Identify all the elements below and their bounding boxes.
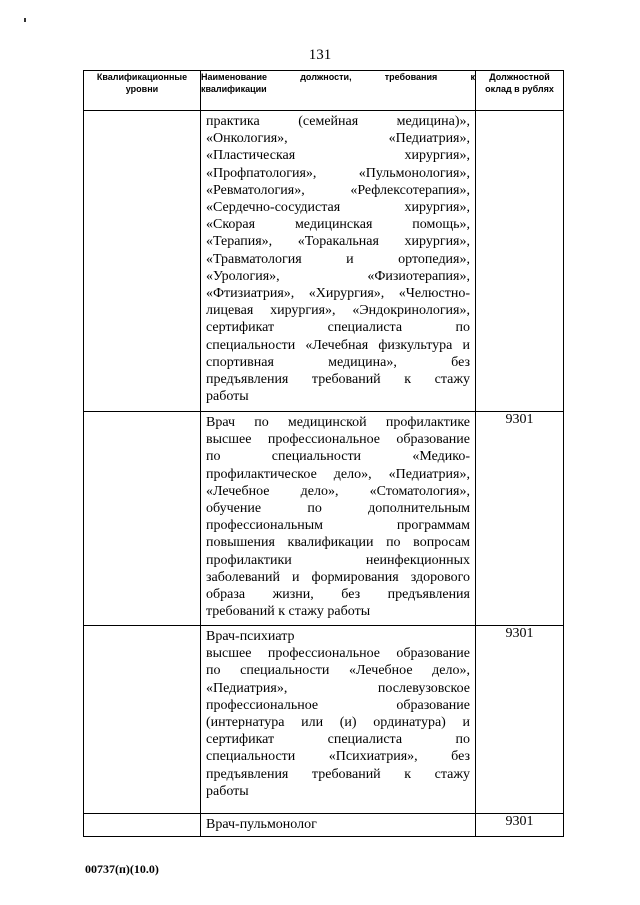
- text-line: работы: [206, 389, 249, 405]
- table-row: [84, 814, 564, 837]
- text-line: повышения квалификации по вопросам: [206, 535, 470, 551]
- table-row: [84, 111, 564, 412]
- position-requirements-cell: [201, 814, 476, 837]
- requirements-text: [201, 814, 475, 836]
- text-line: (интернатура или (и) ординатура) и: [206, 715, 470, 731]
- text-line: работы: [206, 783, 249, 799]
- salary-cell: 9301: [476, 814, 564, 837]
- qualification-level-cell: [84, 111, 201, 412]
- text-line: Врач-психиатр: [206, 629, 295, 644]
- text-line: лицевая хирургия», «Эндокринология»,: [206, 303, 470, 319]
- text-line: по специальности «Лечебное дело»,: [206, 663, 470, 679]
- text-line: предъявления требований к стажу: [206, 766, 470, 782]
- text-line: специальности «Психиатрия», без: [206, 749, 470, 765]
- header-position-line2: квалификации: [201, 84, 267, 94]
- text-line: «Урология», «Физиотерапия»,: [206, 268, 470, 284]
- salary-cell: 9301: [476, 626, 564, 814]
- text-line: «Онкология», «Педиатрия»,: [206, 131, 470, 147]
- text-line: «Лечебное дело», «Стоматология»,: [206, 483, 470, 499]
- text-line: требований к стажу работы: [206, 604, 371, 620]
- text-line: «Профпатология», «Пульмонология»,: [206, 165, 470, 181]
- requirements-text: [201, 111, 475, 408]
- text-line: «Фтизиатрия», «Хирургия», «Челюстно-: [206, 286, 470, 302]
- document-code: 00737(п)(10.0): [85, 862, 159, 876]
- text-line: заболеваний и формирования здорового: [206, 569, 470, 585]
- text-line: высшее профессиональное образование: [206, 646, 470, 662]
- text-line: «Терапия», «Торакальная хирургия»,: [206, 234, 470, 250]
- text-line: «Ревматология», «Рефлексотерапия»,: [206, 182, 470, 198]
- table-row: [84, 412, 564, 626]
- text-line: «Травматология и ортопедия»,: [206, 251, 470, 267]
- requirements-text: [201, 412, 475, 623]
- header-position-requirements: [201, 71, 476, 111]
- text-line: спортивная медицина», без: [206, 354, 470, 370]
- text-line: образа жизни, без предъявления: [206, 587, 470, 603]
- salary-cell: 9301: [476, 412, 564, 626]
- text-line: профессиональное образование: [206, 697, 470, 713]
- header-position-line1: Наименование должности, требования к: [201, 72, 475, 82]
- text-line: предъявления требований к стажу: [206, 372, 470, 388]
- header-qualification-levels: Квалификационные уровни: [84, 71, 201, 111]
- scan-mark: [24, 18, 26, 22]
- requirements-text: [201, 626, 475, 803]
- qualification-level-cell: [84, 814, 201, 837]
- salary-cell: [476, 111, 564, 412]
- position-requirements-cell: [201, 412, 476, 626]
- salary-table: [83, 70, 564, 837]
- text-line: специальности «Лечебная физкультура и: [206, 337, 470, 353]
- text-line: сертификат специалиста по: [206, 320, 470, 336]
- text-line: Врач-пульмонолог: [206, 817, 317, 832]
- text-line: сертификат специалиста по: [206, 732, 470, 748]
- text-line: высшее профессиональное образование: [206, 432, 470, 448]
- text-line: Врач по медицинской профилактике: [206, 415, 470, 430]
- table-row: [84, 626, 564, 814]
- text-line: обучение по дополнительным: [206, 501, 470, 517]
- text-line: по специальности «Медико-: [206, 449, 470, 465]
- text-line: профессиональным программам: [206, 518, 470, 534]
- qualification-level-cell: [84, 626, 201, 814]
- position-requirements-cell: [201, 111, 476, 412]
- position-requirements-cell: [201, 626, 476, 814]
- header-salary: Должностной оклад в рублях: [476, 71, 564, 111]
- text-line: «Скорая медицинская помощь»,: [206, 217, 470, 233]
- text-line: практика (семейная медицина)»,: [206, 114, 470, 129]
- page-number: 131: [308, 47, 332, 63]
- text-line: «Пластическая хирургия»,: [206, 148, 470, 164]
- text-line: «Педиатрия», послевузовское: [206, 680, 470, 696]
- text-line: профилактики неинфекционных: [206, 552, 470, 568]
- text-line: профилактическое дело», «Педиатрия»,: [206, 466, 470, 482]
- table-header-row: [84, 71, 564, 111]
- text-line: «Сердечно-сосудистая хирургия»,: [206, 200, 470, 216]
- qualification-level-cell: [84, 412, 201, 626]
